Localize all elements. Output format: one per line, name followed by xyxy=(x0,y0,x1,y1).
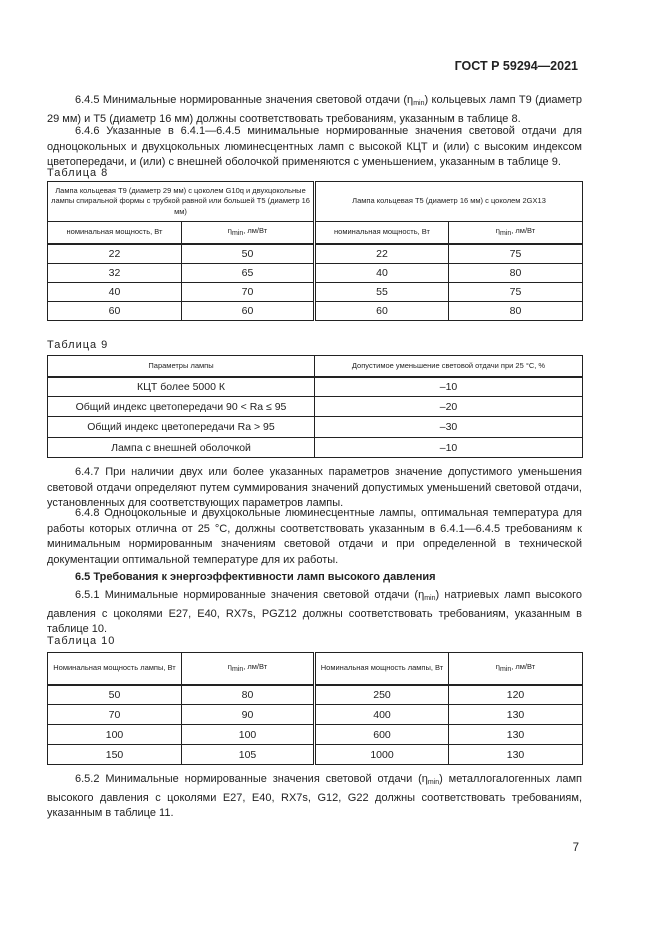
table-row xyxy=(48,438,583,458)
table10-col-power: Номинальная мощность лампы, Вт xyxy=(48,653,182,685)
table-row xyxy=(48,685,583,705)
table9-caption: Таблица 9 xyxy=(47,339,109,351)
table-cell: 80 xyxy=(449,302,583,321)
table8-col-eff: $\eta_{min}$, лм/Вт xyxy=(182,222,315,244)
paragraph-6-5-2: 6.5.2 Минимальные нормированные значения световой отдачи $(\eta_{min})$ металлогалогенных ламп высокого давления с цоколями Е27, Е40, RX7s, G12, G22 должны соответствовать требованиям, указанным в таблице 11. xyxy=(47,773,582,820)
paragraph-6-5-1: 6.5.1 Минимальные нормированные значения световой отдачи $(\eta_{min})$ натриевых ламп высокого давления с цоколями Е27, Е40, RX7s, PGZ12 должны соответствовать требованиям, указанным в таблице 10. xyxy=(47,589,582,636)
table-cell: 100 xyxy=(182,725,315,745)
table10-caption: Таблица 10 xyxy=(47,635,116,647)
table-cell: 22 xyxy=(315,244,449,264)
table-cell: 250 xyxy=(315,685,449,705)
table8-group-left: Лампа кольцевая Т9 (диаметр 29 мм) с цоколем G10q и двухцокольные лампы спиральной формы с трубкой равной или большей Т5 (диаметр 16 мм) xyxy=(48,182,315,222)
table-row xyxy=(48,377,583,397)
paragraph-6-4-5: 6.4.5 Минимальные нормированные значения световой отдачи $(\eta_{min})$ кольцевых ламп Т9 (диаметр 29 мм) и Т5 (диаметр 16 мм) должны соответствовать требованиям, указанным в таблице 8. xyxy=(47,94,583,125)
table-cell: 60 xyxy=(315,302,449,321)
table-cell: 55 xyxy=(315,283,449,302)
table-cell: 75 xyxy=(449,283,583,302)
table-cell: 60 xyxy=(48,302,182,321)
table-cell: 105 xyxy=(182,745,315,765)
table-row xyxy=(48,397,583,417)
table-row xyxy=(48,705,583,725)
table-cell: 80 xyxy=(182,685,315,705)
table-cell: 70 xyxy=(48,705,182,725)
table10-col-eff: $\eta_{min}$, лм/Вт xyxy=(182,653,315,685)
table-cell: 50 xyxy=(182,244,315,264)
table-cell: –30 xyxy=(315,417,583,438)
table8-caption: Таблица 8 xyxy=(47,167,109,179)
table-cell: 400 xyxy=(315,705,449,725)
table-cell: 90 xyxy=(182,705,315,725)
table10-col-eff: $\eta_{min}$, лм/Вт xyxy=(449,653,583,685)
table-cell: 130 xyxy=(449,705,583,725)
table-row xyxy=(48,725,583,745)
table-row xyxy=(48,417,583,438)
table-cell: 600 xyxy=(315,725,449,745)
table-8 xyxy=(47,181,583,321)
paragraph-6-4-8: 6.4.8 Одноцокольные и двухцокольные люминесцентные лампы, оптимальная температура для работы которых отлична от 25 °С, должны соответствовать указанным в 6.4.1—6.4.5 требованиям к минимальным нормированным значениям световой отдачи и при определенной в технической документации оптимальной температуре для их работы. xyxy=(47,507,582,566)
table-row xyxy=(48,302,583,321)
table-cell: 40 xyxy=(48,283,182,302)
table8-col-power: номинальная мощность, Вт xyxy=(315,222,449,244)
table-cell: –10 xyxy=(315,438,583,458)
table-cell: 80 xyxy=(449,264,583,283)
table8-col-power: номинальная мощность, Вт xyxy=(48,222,182,244)
section-heading-6-5: 6.5 Требования к энергоэффективности ламп высокого давления xyxy=(75,571,436,583)
table-cell: 65 xyxy=(182,264,315,283)
table-row xyxy=(48,745,583,765)
table-cell: 130 xyxy=(449,725,583,745)
table10-col-power: Номинальная мощность лампы, Вт xyxy=(315,653,449,685)
table-cell: 50 xyxy=(48,685,182,705)
table8-group-right: Лампа кольцевая Т5 (диаметр 16 мм) с цоколем 2GX13 xyxy=(315,182,583,222)
table-cell: –10 xyxy=(315,377,583,397)
table-cell: КЦТ более 5000 К xyxy=(48,377,315,397)
table-cell: 100 xyxy=(48,725,182,745)
standard-header: ГОСТ Р 59294—2021 xyxy=(454,59,578,73)
table-cell: 32 xyxy=(48,264,182,283)
table9-col-reduction: Допустимое уменьшение световой отдачи при 25 °С, % xyxy=(315,356,583,377)
table-cell: 1000 xyxy=(315,745,449,765)
table-cell: 120 xyxy=(449,685,583,705)
table-10 xyxy=(47,652,583,765)
table-cell: 40 xyxy=(315,264,449,283)
paragraph-6-4-6: 6.4.6 Указанные в 6.4.1—6.4.5 минимальные нормированные значения световой отдачи для одноцокольных и двухцокольных люминесцентных ламп с высокой КЦТ и (или) с высоким индексом цветопередачи, и (или) с внешней оболочкой применяются с уменьшением, указанным в таблице 9. xyxy=(47,125,582,169)
page-number: 7 xyxy=(572,842,579,854)
table-cell: 22 xyxy=(48,244,182,264)
table-row xyxy=(48,244,583,264)
table-row xyxy=(48,264,583,283)
table9-col-param: Параметры лампы xyxy=(48,356,315,377)
table-row xyxy=(48,283,583,302)
table-cell: –20 xyxy=(315,397,583,417)
table-cell: Лампа с внешней оболочкой xyxy=(48,438,315,458)
table8-col-eff: $\eta_{min}$, лм/Вт xyxy=(449,222,583,244)
table-cell: 130 xyxy=(449,745,583,765)
table-cell: Общий индекс цветопередачи Ra > 95 xyxy=(48,417,315,438)
table-9 xyxy=(47,355,583,458)
table-cell: 60 xyxy=(182,302,315,321)
table-cell: 75 xyxy=(449,244,583,264)
table-cell: 70 xyxy=(182,283,315,302)
table-cell: Общий индекс цветопередачи 90 < Ra ≤ 95 xyxy=(48,397,315,417)
paragraph-6-4-7: 6.4.7 При наличии двух или более указанных параметров значение допустимого уменьшения световой отдачи определяют путем суммирования значений допустимых уменьшений световой отдачи, установленных для соответствующих параметров лампы. xyxy=(47,466,582,510)
table-cell: 150 xyxy=(48,745,182,765)
